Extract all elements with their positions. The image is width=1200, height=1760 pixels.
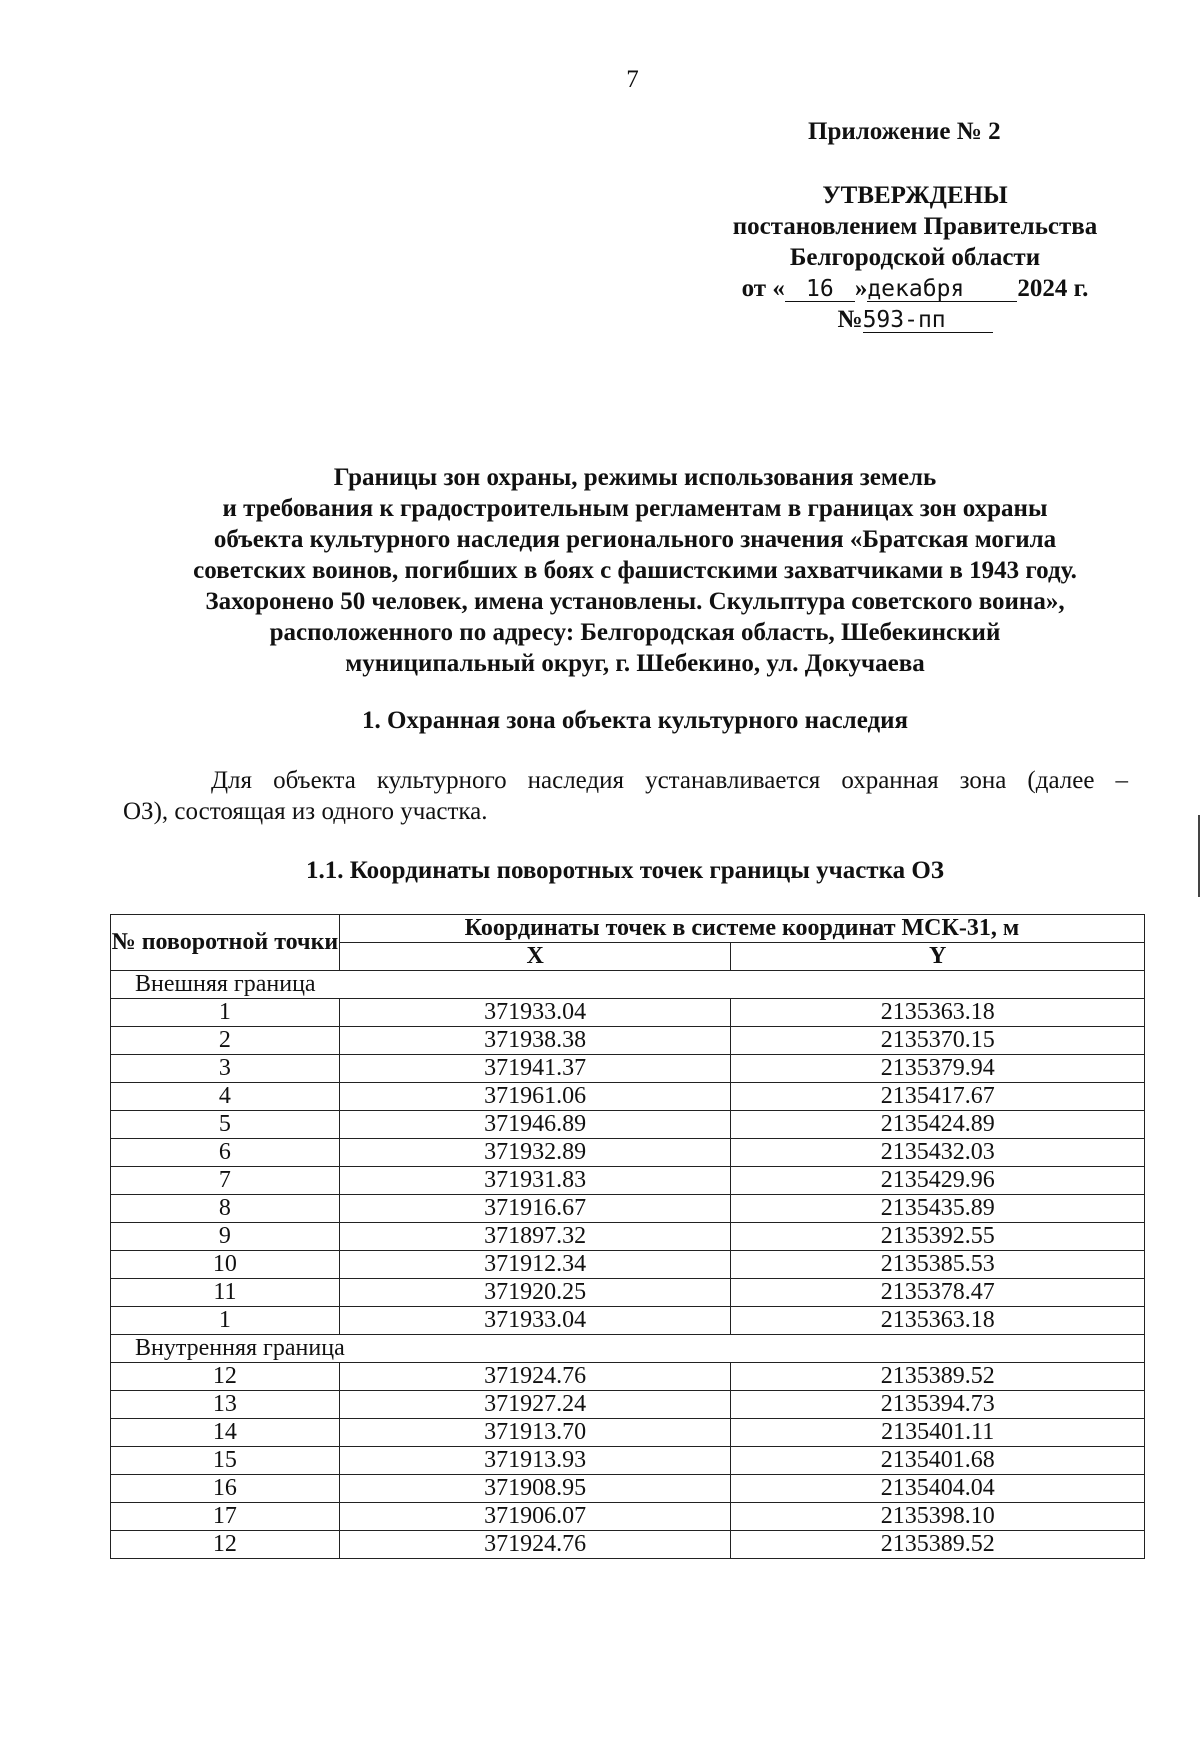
y-coordinate-cell: 2135385.53: [731, 1251, 1145, 1279]
point-number-cell: 7: [111, 1167, 340, 1195]
x-coordinate-cell: 371941.37: [339, 1055, 731, 1083]
x-coordinate-cell: 371916.67: [339, 1195, 731, 1223]
subsection-heading: 1.1. Координаты поворотных точек границы участка ОЗ: [306, 857, 944, 884]
page-number: 7: [626, 66, 639, 93]
group-label: Внутренняя граница: [111, 1335, 1145, 1363]
point-number-cell: 4: [111, 1083, 340, 1111]
y-coordinate-cell: 2135394.73: [731, 1391, 1145, 1419]
point-number-cell: 11: [111, 1279, 340, 1307]
table-row: [111, 1503, 1145, 1531]
table-row: [111, 1279, 1145, 1307]
point-number-cell: 6: [111, 1139, 340, 1167]
y-coordinate-cell: 2135401.11: [731, 1419, 1145, 1447]
table-row: [111, 1419, 1145, 1447]
table-row: [111, 1195, 1145, 1223]
date-day: 16: [785, 277, 855, 302]
group-label: Внешняя граница: [111, 971, 1145, 999]
table-row: [111, 1083, 1145, 1111]
y-coordinate-cell: 2135435.89: [731, 1195, 1145, 1223]
table-row: [111, 1531, 1145, 1559]
approval-line-1: постановлением Правительства: [732, 213, 1098, 240]
number-prefix: №: [837, 306, 863, 333]
point-number-cell: 2: [111, 1027, 340, 1055]
title-line: советских воинов, погибших в боях с фашистскими захватчиками в 1943 году.: [193, 557, 1077, 584]
appendix-label: Приложение № 2: [808, 118, 1001, 145]
y-coordinate-cell: 2135379.94: [731, 1055, 1145, 1083]
coordinates-table: [110, 914, 1145, 1559]
title-line: расположенного по адресу: Белгородская область, Шебекинский: [269, 619, 1001, 646]
table-row: [111, 1027, 1145, 1055]
point-number-cell: 3: [111, 1055, 340, 1083]
title-line: Захоронено 50 человек, имена установлены. Скульптура советского воина»,: [205, 588, 1065, 615]
paragraph-line-2: ОЗ), состоящая из одного участка.: [123, 798, 488, 825]
point-number-cell: 5: [111, 1111, 340, 1139]
x-coordinate-cell: 371933.04: [339, 1307, 731, 1335]
table-row: [111, 1055, 1145, 1083]
y-coordinate-cell: 2135389.52: [731, 1531, 1145, 1559]
x-coordinate-cell: 371938.38: [339, 1027, 731, 1055]
date-mid: »: [854, 275, 868, 302]
point-number-cell: 14: [111, 1419, 340, 1447]
table-row: [111, 1475, 1145, 1503]
approval-date: [700, 273, 1130, 304]
y-coordinate-cell: 2135363.18: [731, 1307, 1145, 1335]
date-month: декабря: [867, 277, 1017, 302]
point-number-cell: 15: [111, 1447, 340, 1475]
y-coordinate-cell: 2135432.03: [731, 1139, 1145, 1167]
x-coordinate-cell: 371932.89: [339, 1139, 731, 1167]
x-coordinate-cell: 371927.24: [339, 1391, 731, 1419]
table-row: [111, 1447, 1145, 1475]
y-coordinate-cell: 2135378.47: [731, 1279, 1145, 1307]
y-coordinate-cell: 2135429.96: [731, 1167, 1145, 1195]
header-point-number: № поворотной точки: [111, 915, 340, 971]
point-number-cell: 12: [111, 1363, 340, 1391]
header-y: Y: [731, 943, 1145, 971]
x-coordinate-cell: 371920.25: [339, 1279, 731, 1307]
point-number-cell: 8: [111, 1195, 340, 1223]
table-group-row: [111, 1335, 1145, 1363]
x-coordinate-cell: 371906.07: [339, 1503, 731, 1531]
y-coordinate-cell: 2135389.52: [731, 1363, 1145, 1391]
point-number-cell: 10: [111, 1251, 340, 1279]
body-paragraph: [123, 765, 1128, 827]
title-line: Границы зон охраны, режимы использования земель: [333, 464, 937, 491]
table-row: [111, 999, 1145, 1027]
y-coordinate-cell: 2135417.67: [731, 1083, 1145, 1111]
table-row: [111, 1307, 1145, 1335]
point-number-cell: 13: [111, 1391, 340, 1419]
table-row: [111, 1223, 1145, 1251]
point-number-cell: 1: [111, 1307, 340, 1335]
x-coordinate-cell: 371924.76: [339, 1531, 731, 1559]
y-coordinate-cell: 2135392.55: [731, 1223, 1145, 1251]
approval-heading: УТВЕРЖДЕНЫ: [822, 182, 1008, 209]
y-coordinate-cell: 2135424.89: [731, 1111, 1145, 1139]
x-coordinate-cell: 371908.95: [339, 1475, 731, 1503]
table-body: [111, 971, 1145, 1559]
table-group-row: [111, 971, 1145, 999]
document-title: [140, 462, 1130, 679]
x-coordinate-cell: 371946.89: [339, 1111, 731, 1139]
table-row: [111, 1391, 1145, 1419]
point-number-cell: 9: [111, 1223, 340, 1251]
x-coordinate-cell: 371924.76: [339, 1363, 731, 1391]
approval-block: [700, 180, 1130, 335]
date-year: 2024 г.: [1017, 275, 1089, 302]
x-coordinate-cell: 371913.93: [339, 1447, 731, 1475]
x-coordinate-cell: 371913.70: [339, 1419, 731, 1447]
y-coordinate-cell: 2135398.10: [731, 1503, 1145, 1531]
approval-number: [700, 304, 1130, 335]
section-heading: 1. Охранная зона объекта культурного наследия: [361, 707, 909, 734]
y-coordinate-cell: 2135401.68: [731, 1447, 1145, 1475]
y-coordinate-cell: 2135370.15: [731, 1027, 1145, 1055]
title-line: объекта культурного наследия регионального значения «Братская могила: [213, 526, 1057, 553]
point-number-cell: 1: [111, 999, 340, 1027]
table-row: [111, 1251, 1145, 1279]
table-row: [111, 1111, 1145, 1139]
title-line: и требования к градостроительным регламентам в границах зон охраны: [222, 495, 1048, 522]
document-number: 593-пп: [863, 308, 993, 333]
table-row: [111, 1167, 1145, 1195]
x-coordinate-cell: 371912.34: [339, 1251, 731, 1279]
point-number-cell: 12: [111, 1531, 340, 1559]
table-row: [111, 1139, 1145, 1167]
y-coordinate-cell: 2135404.04: [731, 1475, 1145, 1503]
header-x: X: [339, 943, 731, 971]
date-prefix: от «: [741, 275, 785, 302]
paragraph-line-1: Для объекта культурного наследия устанавливается охранная зона (далее –: [211, 767, 1128, 794]
x-coordinate-cell: 371897.32: [339, 1223, 731, 1251]
table-row: [111, 1363, 1145, 1391]
title-line: муниципальный округ, г. Шебекино, ул. Докучаева: [345, 650, 925, 677]
y-coordinate-cell: 2135363.18: [731, 999, 1145, 1027]
header-coordinates: Координаты точек в системе координат МСК-31, м: [339, 915, 1144, 943]
point-number-cell: 16: [111, 1475, 340, 1503]
x-coordinate-cell: 371933.04: [339, 999, 731, 1027]
x-coordinate-cell: 371931.83: [339, 1167, 731, 1195]
point-number-cell: 17: [111, 1503, 340, 1531]
x-coordinate-cell: 371961.06: [339, 1083, 731, 1111]
approval-line-2: Белгородской области: [789, 244, 1041, 271]
